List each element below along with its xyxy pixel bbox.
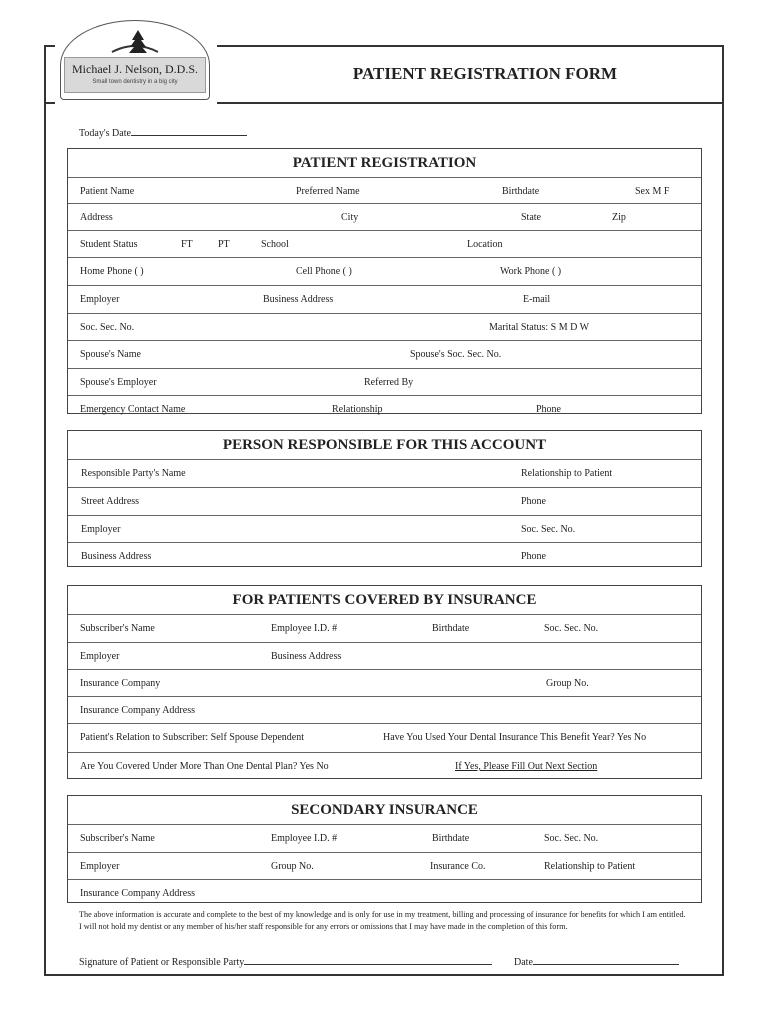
field-label: Preferred Name bbox=[296, 186, 360, 197]
form-row[interactable] bbox=[68, 696, 701, 723]
field-label: Sex M F bbox=[635, 186, 670, 197]
section-title: PATIENT REGISTRATION bbox=[292, 155, 477, 171]
form-row[interactable] bbox=[68, 487, 701, 515]
form-row[interactable] bbox=[68, 542, 701, 569]
field-label: E-mail bbox=[523, 294, 551, 305]
field-label: Marital Status: S M D W bbox=[489, 322, 590, 333]
field-label: Business Address bbox=[271, 651, 342, 662]
form-row[interactable] bbox=[68, 642, 701, 669]
field-label: Employer bbox=[80, 294, 120, 305]
field-label: Business Address bbox=[81, 551, 152, 562]
todays-date-line[interactable] bbox=[131, 125, 247, 136]
form-row[interactable] bbox=[68, 313, 701, 340]
section-title: SECONDARY INSURANCE bbox=[291, 802, 478, 818]
field-label: Home Phone ( ) bbox=[80, 266, 144, 277]
practice-name: Michael J. Nelson, D.D.S. bbox=[72, 62, 198, 76]
form-row[interactable] bbox=[68, 879, 701, 906]
field-label: Phone bbox=[521, 551, 546, 562]
date-field[interactable] bbox=[514, 954, 679, 968]
field-label: Soc. Sec. No. bbox=[521, 524, 576, 535]
section-title: FOR PATIENTS COVERED BY INSURANCE bbox=[232, 592, 537, 608]
practice-tagline: Small town dentistry in a big city bbox=[92, 79, 178, 85]
insurance-section bbox=[67, 585, 702, 779]
form-row[interactable] bbox=[68, 257, 701, 285]
attestation-text: The above information is accurate and complete to the best of my knowledge and is only for use in my treatment, billing and processing of insurance for benefits for which I am entitled. I will not hold my dentist or any member of his/her staff responsible for any errors or omissions that I may have made in the completion of this form. bbox=[79, 910, 686, 931]
field-label: Referred By bbox=[364, 377, 414, 388]
todays-date-field[interactable] bbox=[79, 125, 247, 139]
date-line[interactable] bbox=[533, 954, 679, 965]
field-label: Employer bbox=[80, 861, 120, 872]
field-label: Student Status bbox=[80, 239, 138, 250]
patient-registration-section bbox=[67, 148, 702, 414]
form-row[interactable] bbox=[68, 614, 701, 642]
field-label: Patient Name bbox=[80, 186, 135, 197]
field-label: Phone bbox=[521, 496, 546, 507]
signature-line[interactable] bbox=[244, 954, 492, 965]
field-label: Address bbox=[80, 212, 113, 223]
field-label: School bbox=[261, 239, 289, 250]
form-row[interactable] bbox=[68, 177, 701, 203]
field-label: Phone bbox=[536, 404, 561, 415]
relation-options[interactable]: Patient's Relation to Subscriber: Self Spouse Dependent bbox=[80, 732, 304, 743]
form-row[interactable] bbox=[68, 723, 701, 752]
field-label: City bbox=[341, 212, 359, 223]
date-label: Date bbox=[514, 957, 533, 968]
form-row[interactable] bbox=[68, 340, 701, 368]
form-row[interactable] bbox=[68, 368, 701, 395]
form-row[interactable] bbox=[68, 669, 701, 696]
field-label: Soc. Sec. No. bbox=[544, 833, 599, 844]
field-label: Street Address bbox=[81, 496, 140, 507]
form-row[interactable] bbox=[68, 230, 701, 257]
field-label: Spouse's Name bbox=[80, 349, 141, 360]
signature-field[interactable] bbox=[79, 954, 492, 968]
field-label: Birthdate bbox=[432, 833, 470, 844]
field-label: Soc. Sec. No. bbox=[80, 322, 135, 333]
field-label: Relationship to Patient bbox=[521, 468, 613, 479]
todays-date-label: Today's Date bbox=[79, 128, 131, 139]
field-label: Cell Phone ( ) bbox=[296, 266, 352, 277]
fill-next-section-note: If Yes, Please Fill Out Next Section bbox=[455, 761, 598, 772]
field-label: Responsible Party's Name bbox=[81, 468, 186, 479]
field-label: State bbox=[521, 212, 541, 223]
section-title: PERSON RESPONSIBLE FOR THIS ACCOUNT bbox=[222, 437, 547, 453]
pine-tree-icon bbox=[108, 28, 162, 58]
field-label: Insurance Co. bbox=[430, 861, 486, 872]
field-label: Subscriber's Name bbox=[80, 833, 155, 844]
field-label: Group No. bbox=[271, 861, 314, 872]
form-row[interactable] bbox=[68, 752, 701, 780]
benefit-used-options[interactable]: Have You Used Your Dental Insurance This Benefit Year? Yes No bbox=[383, 732, 647, 743]
signature-label: Signature of Patient or Responsible Party bbox=[79, 957, 245, 968]
field-label: Employer bbox=[81, 524, 121, 535]
field-label: Business Address bbox=[263, 294, 334, 305]
option-ft[interactable]: FT bbox=[181, 239, 193, 250]
secondary-insurance-section bbox=[67, 795, 702, 903]
field-label: Birthdate bbox=[432, 623, 470, 634]
field-label: Insurance Company bbox=[80, 678, 161, 689]
field-label: Employee I.D. # bbox=[271, 833, 338, 844]
field-label: Employee I.D. # bbox=[271, 623, 338, 634]
field-label: Spouse's Employer bbox=[80, 377, 157, 388]
field-label: Relationship bbox=[332, 404, 383, 415]
field-label: Location bbox=[467, 239, 503, 250]
field-label: Relationship to Patient bbox=[544, 861, 636, 872]
form-row[interactable] bbox=[68, 852, 701, 879]
field-label: Zip bbox=[612, 212, 626, 223]
form-title: PATIENT REGISTRATION FORM bbox=[352, 64, 618, 83]
field-label: Soc. Sec. No. bbox=[544, 623, 599, 634]
field-label: Birthdate bbox=[502, 186, 540, 197]
field-label: Insurance Company Address bbox=[80, 705, 195, 716]
form-row[interactable] bbox=[68, 824, 701, 852]
field-label: Subscriber's Name bbox=[80, 623, 155, 634]
field-label: Spouse's Soc. Sec. No. bbox=[410, 349, 502, 360]
form-row[interactable] bbox=[68, 203, 701, 230]
responsible-party-section bbox=[67, 430, 702, 567]
form-row[interactable] bbox=[68, 285, 701, 313]
form-row[interactable] bbox=[68, 515, 701, 542]
option-pt[interactable]: PT bbox=[218, 239, 230, 250]
field-label: Insurance Company Address bbox=[80, 888, 195, 899]
field-label: Employer bbox=[80, 651, 120, 662]
form-row[interactable] bbox=[68, 395, 701, 423]
multiple-plans-options[interactable]: Are You Covered Under More Than One Dental Plan? Yes No bbox=[80, 761, 329, 772]
field-label: Work Phone ( ) bbox=[500, 266, 562, 277]
field-label: Group No. bbox=[546, 678, 589, 689]
field-label: Emergency Contact Name bbox=[80, 404, 186, 415]
form-row[interactable] bbox=[68, 459, 701, 487]
